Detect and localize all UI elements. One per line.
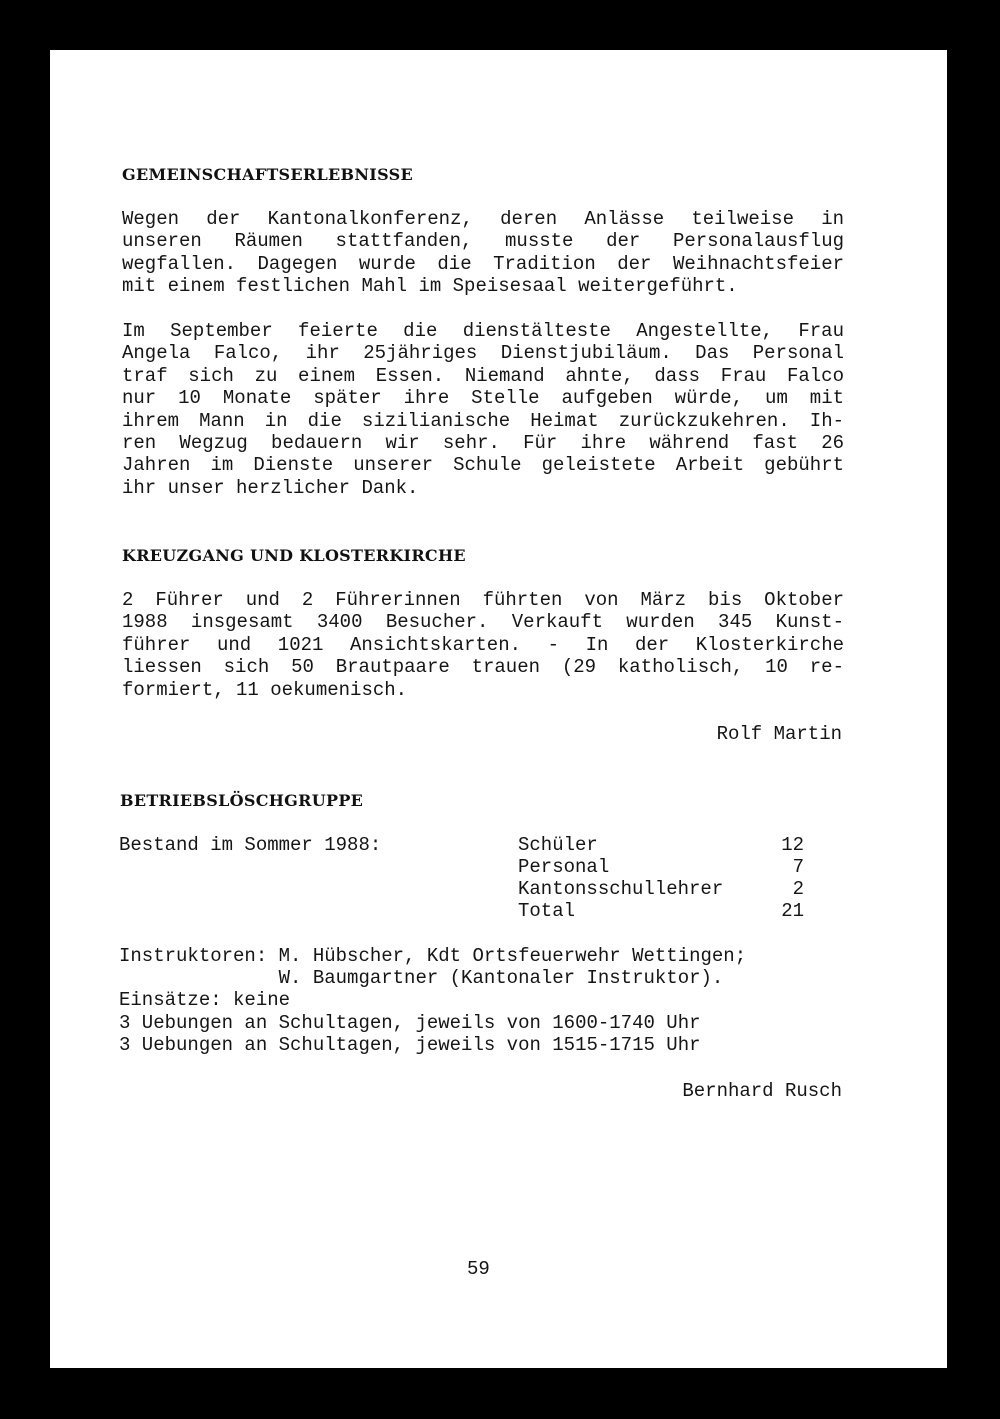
text-line: nur 10 Monate später ihre Stelle aufgeben würde, um mit xyxy=(122,387,844,410)
text-line: ihrem Mann in die sizilianische Heimat zurückzukehren. Ih- xyxy=(122,409,844,432)
text-line: führer und 1021 Ansichtskarten. - In der Klosterkirche xyxy=(122,633,844,656)
text-line: ren Wegzug bedauern wir sehr. Für ihre während fast 26 xyxy=(122,432,844,455)
table-label: Kantonsschullehrer xyxy=(518,878,724,900)
table-value: 7 xyxy=(792,856,804,878)
text-line: 2 Führer und 2 Führerinnen führten von März bis Oktober xyxy=(122,589,844,611)
text-line: Einsätze: keine xyxy=(119,989,291,1011)
table-label: Schüler xyxy=(518,834,598,856)
text-line: Angela Falco, ihr 25jähriges Dienstjubiläum. Das Personal xyxy=(122,342,844,365)
text-line: ihr unser herzlicher Dank. xyxy=(122,476,419,499)
text-line: Im September feierte die dienstälteste Angestellte, Frau xyxy=(122,320,844,342)
paragraph-konferenz xyxy=(122,208,844,298)
bestand-label: Bestand im Sommer 1988: xyxy=(119,834,382,856)
text-line: wegfallen. Dagegen wurde die Tradition der Weihnachtsfeier xyxy=(122,252,844,275)
paragraph-kreuzgang xyxy=(122,589,844,701)
table-label: Total xyxy=(518,900,576,922)
heading-betriebsloeschgruppe: BETRIEBSLÖSCHGRUPPE xyxy=(120,791,364,810)
text-line: unseren Räumen stattfanden, musste der Personalausflug xyxy=(122,230,844,253)
text-line: Wegen der Kantonalkonferenz, deren Anlässe teilweise in xyxy=(122,208,844,230)
text-line: Instruktoren: M. Hübscher, Kdt Ortsfeuerwehr Wettingen; xyxy=(119,945,747,967)
text-line: traf sich zu einem Essen. Niemand ahnte, dass Frau Falco xyxy=(122,364,844,387)
table-value: 12 xyxy=(781,834,804,856)
paragraph-jubilaeum xyxy=(122,320,844,499)
table-value: 21 xyxy=(781,900,804,922)
text-line: liessen sich 50 Brautpaare trauen (29 katholisch, 10 re- xyxy=(122,656,844,679)
table-value: 2 xyxy=(792,878,804,900)
document-page xyxy=(50,50,947,1368)
signature-rolf-martin: Rolf Martin xyxy=(716,723,842,745)
text-line: formiert, 11 oekumenisch. xyxy=(122,678,408,701)
page-number: 59 xyxy=(467,1258,490,1280)
text-line: Jahren im Dienste unserer Schule geleistete Arbeit gebührt xyxy=(122,454,844,477)
text-line: mit einem festlichen Mahl im Speisesaal weitergeführt. xyxy=(122,275,738,298)
text-line: W. Baumgartner (Kantonaler Instruktor). xyxy=(119,967,724,989)
table-label: Personal xyxy=(518,856,610,878)
heading-gemeinschaftserlebnisse: GEMEINSCHAFTSERLEBNISSE xyxy=(122,165,413,184)
text-line: 3 Uebungen an Schultagen, jeweils von 1600-1740 Uhr xyxy=(119,1012,701,1034)
text-line: 1988 insgesamt 3400 Besucher. Verkauft wurden 345 Kunst- xyxy=(122,611,844,634)
text-line: 3 Uebungen an Schultagen, jeweils von 1515-1715 Uhr xyxy=(119,1034,701,1056)
heading-kreuzgang: KREUZGANG UND KLOSTERKIRCHE xyxy=(122,546,466,565)
signature-bernhard-rusch: Bernhard Rusch xyxy=(682,1080,842,1102)
